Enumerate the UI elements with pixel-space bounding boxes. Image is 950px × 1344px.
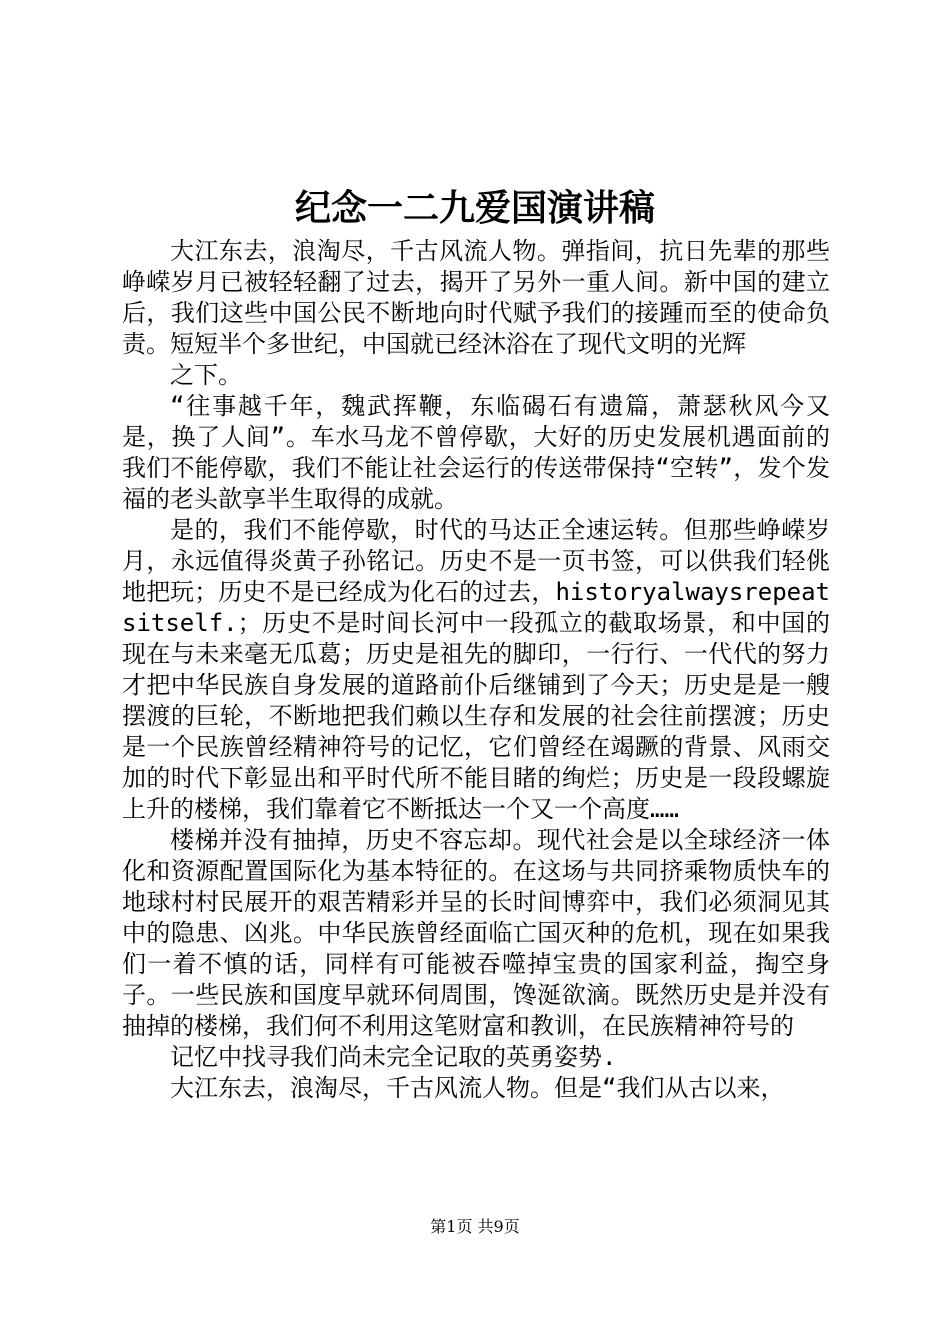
- paragraph: 大江东去，浪淘尽，千古风流人物。但是“我们从古以来，: [170, 1074, 785, 1102]
- page-number-footer: 第1页 共9页: [430, 1217, 520, 1236]
- document-title: 纪念一二九爱国演讲稿: [294, 187, 655, 229]
- paragraph: 大江东去，浪淘尽，千古风流人物。弹指间，抗日先辈的那些峥嵘岁月已被轻轻翻了过去，揭开了另外一重人间。新中国的建立后，我们这些中国公民不断地向时代赋予我们的接踵而至的使命负责。短短半个多世纪，中国就已经沐浴在了现代文明的光辉: [122, 237, 830, 358]
- document-body: [122, 236, 830, 1104]
- paragraph: 楼梯并没有抽掉，历史不容忘却。现代社会是以全球经济一体化和资源配置国际化为基本特征的。在这场与共同挤乘物质快车的地球村村民展开的艰苦精彩并呈的长时间博弈中，我们必须洞见其中的隐患、凶兆。中华民族曾经面临亡国灭种的危机，现在如果我们一着不慎的话，同样有可能被吞噬掉宝贵的国家利益，掏空身子。一些民族和国度早就环伺周围，馋涎欲滴。既然历史是并没有抽掉的楼梯，我们何不利用这笔财富和教训，在民族精神符号的: [122, 826, 830, 1040]
- paragraph: 记忆中找寻我们尚未完全记取的英勇姿势.: [170, 1043, 617, 1071]
- paragraph: 是的，我们不能停歇，时代的马达正全速运转。但那些峥嵘岁月，永远值得炎黄子孙铭记。历史不是一页书签，可以供我们轻佻地把玩；历史不是已经成为化石的过去，historyalwaysrepeatsitself.；历史不是时间长河中一段孤立的截取场景，和中国的现在与未来毫无瓜葛；历史是祖先的脚印，一行行、一代代的努力才把中华民族自身发展的道路前仆后继铺到了今天；历史是是一艘摆渡的巨轮，不断地把我们赖以生存和发展的社会往前摆渡；历史是一个民族曾经精神符号的记忆，它们曾经在竭蹶的背景、风雨交加的时代下彰显出和平时代所不能目睹的绚烂；历史是一段段螺旋上升的楼梯，我们靠着它不断抵达一个又一个高度……: [122, 516, 830, 823]
- paragraph: “往事越千年，魏武挥鞭，东临碣石有遗篇，萧瑟秋风今又是，换了人间”。车水马龙不曾停歇，大好的历史发展机遇面前的我们不能停歇，我们不能让社会运行的传送带保持“空转”，发个发福的老头歆享半生取得的成就。: [122, 392, 830, 513]
- paragraph: 之下。: [170, 361, 242, 389]
